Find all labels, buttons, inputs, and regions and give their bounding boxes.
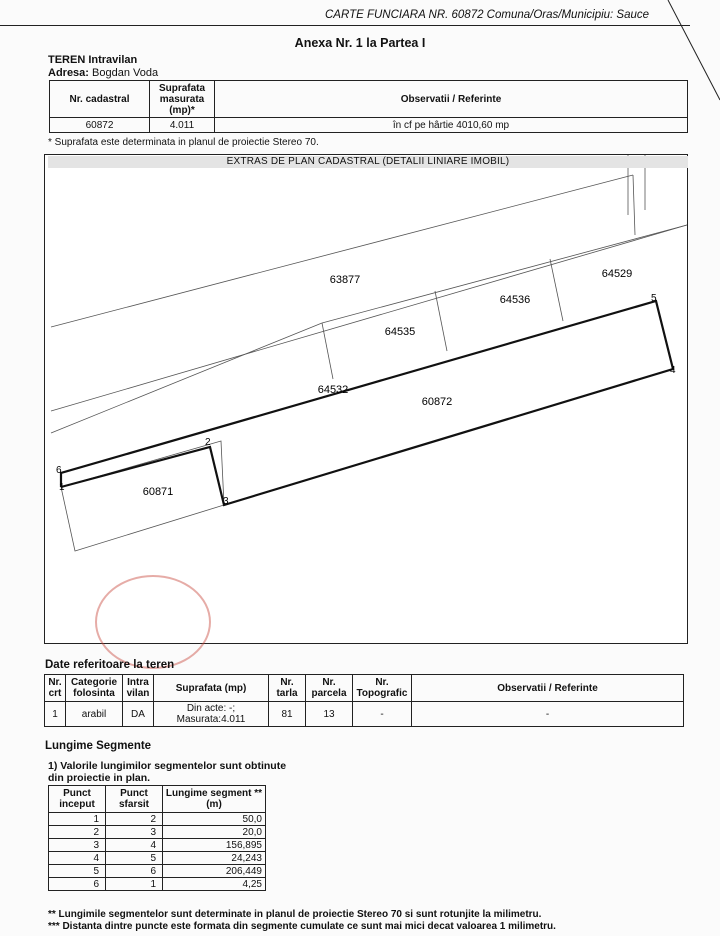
parcel-label: 63877 <box>329 274 361 286</box>
suprafata-masurata: Masurata:4.011 <box>176 714 246 725</box>
col-categorie: Categorie folosinta <box>66 675 123 702</box>
cell-lungime: 4,25 <box>163 878 266 891</box>
segmente-rows <box>49 813 266 891</box>
cell-tarla: 81 <box>269 702 306 727</box>
segmente-subheading: 1) Valorile lungimilor segmentelor sunt obtinute din proiectie in plan. <box>48 760 287 784</box>
address-value: Bogdan Voda <box>92 67 159 79</box>
col-nr-cadastral: Nr. cadastral <box>50 81 150 118</box>
cell-lungime: 156,895 <box>163 839 266 852</box>
parcel-label: 64529 <box>601 268 633 280</box>
cell-lungime: 20,0 <box>163 826 266 839</box>
date-teren-table <box>44 674 684 727</box>
table-row <box>49 852 266 865</box>
table-row <box>50 118 688 133</box>
cell-punct-inceput: 3 <box>49 839 106 852</box>
address-line <box>48 67 158 79</box>
point-label: 1 <box>59 482 65 493</box>
cell-punct-inceput: 2 <box>49 826 106 839</box>
cell-lungime: 50,0 <box>163 813 266 826</box>
segmente-table <box>48 785 266 891</box>
cell-punct-inceput: 4 <box>49 852 106 865</box>
point-label: 3 <box>223 496 229 507</box>
footnote-3: *** Distanta dintre puncte este formata din segmente cumulate ce sunt mai mici decat valoarea 1 milimetru. <box>48 921 556 932</box>
cell-suprafata <box>154 702 269 727</box>
cell-parcela: 13 <box>306 702 353 727</box>
col-suprafata: Suprafata masurata (mp)* <box>150 81 215 118</box>
cell-punct-inceput: 6 <box>49 878 106 891</box>
cell-punct-sfarsit: 4 <box>106 839 163 852</box>
point-label: 6 <box>56 465 62 476</box>
cell-punct-inceput: 1 <box>49 813 106 826</box>
cell-categorie: arabil <box>66 702 123 727</box>
col-intravilan: Intra vilan <box>123 675 154 702</box>
cell-punct-sfarsit: 5 <box>106 852 163 865</box>
cadastral-plan <box>44 154 688 644</box>
parcel-label: 64532 <box>317 384 349 396</box>
parcel-label: 60872 <box>421 396 453 408</box>
parcel-label: 64536 <box>499 294 531 306</box>
suprafata-acte: Din acte: -; <box>186 703 236 714</box>
cell-observatii: - <box>412 702 684 727</box>
address-label: Adresa: <box>48 67 89 79</box>
date-teren-heading: Date referitoare la teren <box>45 659 175 671</box>
point-label: 5 <box>651 293 657 304</box>
footnote-2: ** Lungimile segmentelor sunt determinate in planul de proiectie Stereo 70 si sunt rotunjite la milimetru. <box>48 909 542 920</box>
annex-title: Anexa Nr. 1 la Partea I <box>294 36 426 50</box>
table-row <box>49 826 266 839</box>
cell-observatii: în cf pe hârtie 4010,60 mp <box>215 118 688 133</box>
cell-punct-sfarsit: 2 <box>106 813 163 826</box>
cell-lungime: 206,449 <box>163 865 266 878</box>
cell-punct-inceput: 5 <box>49 865 106 878</box>
cell-punct-sfarsit: 3 <box>106 826 163 839</box>
cell-punct-sfarsit: 6 <box>106 865 163 878</box>
col-punct-sfarsit: Punct sfarsit <box>106 786 163 813</box>
col-suprafata: Suprafata (mp) <box>154 675 269 702</box>
segmente-heading: Lungime Segmente <box>45 740 152 752</box>
col-observatii: Observatii / Referinte <box>412 675 684 702</box>
page-header: CARTE FUNCIARA NR. 60872 Comuna/Oras/Municipiu: Sauce <box>325 9 650 21</box>
header-rule <box>0 25 690 26</box>
point-label: 2 <box>205 437 211 448</box>
cell-suprafata: 4.011 <box>150 118 215 133</box>
official-stamp-seal <box>95 575 211 669</box>
cell-lungime: 24,243 <box>163 852 266 865</box>
table-row <box>49 813 266 826</box>
col-topografic: Nr. Topografic <box>353 675 412 702</box>
cell-intravilan: DA <box>123 702 154 727</box>
plan-drawing <box>45 155 687 643</box>
table-row <box>49 878 266 891</box>
col-punct-inceput: Punct inceput <box>49 786 106 813</box>
col-tarla: Nr. tarla <box>269 675 306 702</box>
cell-nr-cadastral: 60872 <box>50 118 150 133</box>
plan-title: EXTRAS DE PLAN CADASTRAL (DETALII LINIARE IMOBIL) <box>48 156 688 168</box>
col-parcela: Nr. parcela <box>306 675 353 702</box>
table-row <box>45 702 684 727</box>
cadastral-table <box>49 80 688 133</box>
cell-topografic: - <box>353 702 412 727</box>
col-lungime: Lungime segment ** (m) <box>163 786 266 813</box>
parcel-label: 64535 <box>384 326 416 338</box>
cell-punct-sfarsit: 1 <box>106 878 163 891</box>
point-label: 4 <box>670 365 676 376</box>
cell-nr: 1 <box>45 702 66 727</box>
col-observatii: Observatii / Referinte <box>215 81 688 118</box>
surface-note: * Suprafata este determinata in planul de proiectie Stereo 70. <box>48 137 319 148</box>
table-row <box>49 865 266 878</box>
table-row <box>49 839 266 852</box>
parcel-label: 60871 <box>142 486 174 498</box>
teren-heading: TEREN Intravilan <box>48 54 138 66</box>
col-nr-crt: Nr. crt <box>45 675 66 702</box>
